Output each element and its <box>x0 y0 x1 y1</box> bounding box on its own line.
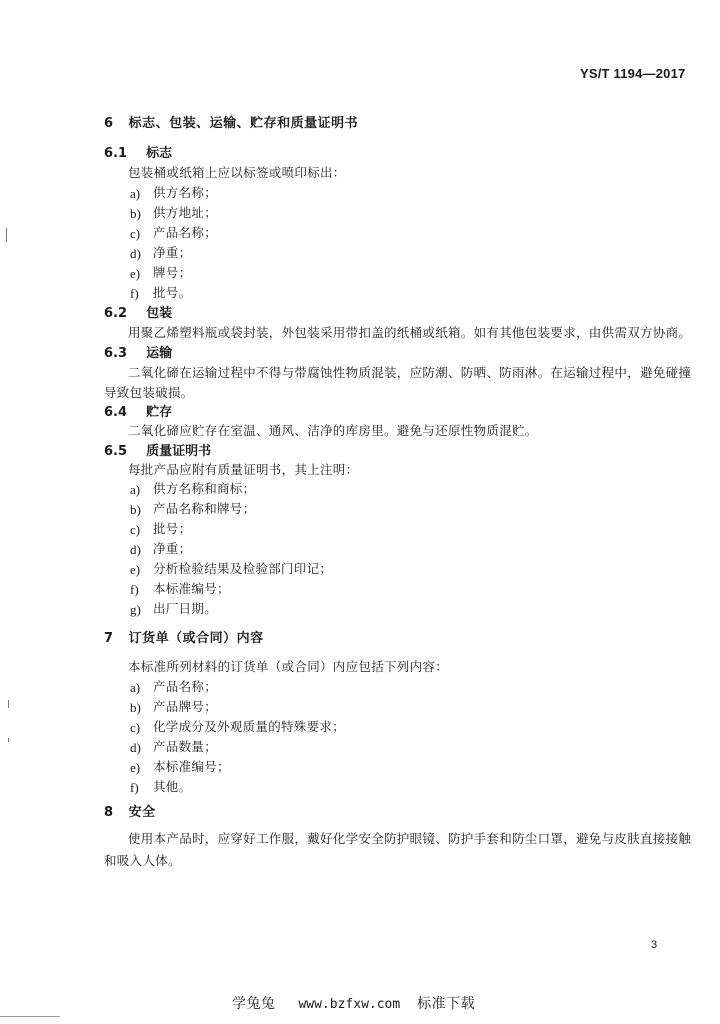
list-text: 净重； <box>153 245 192 260</box>
section-number: 6 <box>104 116 114 131</box>
list-marker: f) <box>130 780 139 795</box>
subsection-6-1-heading <box>104 142 172 161</box>
list-marker: b) <box>130 502 141 517</box>
footer-url: www.bzfxw.com <box>298 997 401 1012</box>
list-text: 产品名称； <box>153 225 218 240</box>
subsection-number: 6.1 <box>104 146 128 161</box>
list-item <box>130 677 218 696</box>
section-8-text-line-1: 使用本产品时，应穿好工作服，戴好化学安全防护眼镜、防护手套和防尘口罩，避免与皮肤直接接触 <box>128 831 692 846</box>
list-text: 批号。 <box>153 285 192 300</box>
list-marker: e) <box>130 266 141 281</box>
list-text: 其他。 <box>153 779 192 794</box>
list-item <box>130 559 333 578</box>
subsection-6-4-text: 二氧化碲应贮存在室温、通风、洁净的库房里。避免与还原性物质混贮。 <box>128 423 538 438</box>
scan-artifact <box>8 700 9 708</box>
list-text: 出厂日期。 <box>153 601 218 616</box>
list-marker: a) <box>130 186 141 201</box>
list-text: 产品名称和牌号； <box>153 501 256 516</box>
list-text: 批号； <box>153 521 192 536</box>
list-marker: e) <box>130 760 141 775</box>
subsection-title: 运输 <box>146 346 173 361</box>
list-item <box>130 777 192 796</box>
footer-tagline: 标准下载 <box>417 996 476 1012</box>
list-item <box>130 479 256 498</box>
list-item <box>130 499 256 518</box>
subsection-title: 标志 <box>146 146 173 161</box>
list-item <box>130 579 230 598</box>
list-marker: d) <box>130 246 141 261</box>
section-7-heading <box>104 627 264 646</box>
subsection-title: 包装 <box>146 306 173 321</box>
list-text: 供方地址； <box>153 205 218 220</box>
subsection-6-3-text-line-1: 二氧化碲在运输过程中不得与带腐蚀性物质混装，应防潮、防晒、防雨淋。在运输过程中，避免碰撞 <box>128 365 692 380</box>
footer-site-name: 学兔兔 <box>232 996 276 1012</box>
list-item <box>130 737 218 756</box>
list-text: 牌号； <box>153 265 192 280</box>
subsection-number: 6.2 <box>104 306 128 321</box>
list-text: 本标准编号； <box>153 759 230 774</box>
list-marker: c) <box>130 522 141 537</box>
list-marker: d) <box>130 740 141 755</box>
subsection-6-2-text: 用聚乙烯塑料瓶或袋封装，外包装采用带扣盖的纸桶或纸箱。如有其他包装要求，由供需双方协商。 <box>128 325 692 340</box>
list-item <box>130 223 218 242</box>
section-title: 安全 <box>128 805 156 820</box>
page-number: 3 <box>651 939 658 951</box>
subsection-6-5-heading <box>104 440 211 459</box>
list-marker: c) <box>130 226 141 241</box>
list-item <box>130 263 192 282</box>
list-item <box>130 539 192 558</box>
section-7-intro: 本标准所列材料的订货单（或合同）内应包括下列内容： <box>128 659 449 674</box>
subsection-6-2-heading <box>104 302 172 321</box>
list-text: 分析检验结果及检验部门印记； <box>153 561 333 576</box>
list-marker: e) <box>130 562 141 577</box>
section-8-heading <box>104 801 156 820</box>
subsection-title: 质量证明书 <box>146 444 212 459</box>
subsection-6-3-text-line-2: 导致包装破损。 <box>104 385 194 400</box>
list-item <box>130 203 218 222</box>
subsection-6-3-heading <box>104 342 172 361</box>
list-item <box>130 519 192 538</box>
section-title: 标志、包装、运输、贮存和质量证明书 <box>128 116 359 131</box>
list-text: 本标准编号； <box>153 581 230 596</box>
list-marker: a) <box>130 680 141 695</box>
section-6-heading <box>104 112 358 131</box>
list-text: 产品数量； <box>153 739 218 754</box>
list-marker: a) <box>130 482 141 497</box>
list-item <box>130 599 218 618</box>
subsection-title: 贮存 <box>146 405 173 420</box>
subsection-number: 6.5 <box>104 444 128 459</box>
section-title: 订货单（或合同）内容 <box>128 631 264 646</box>
list-item <box>130 757 230 776</box>
section-number: 7 <box>104 631 114 646</box>
scan-artifact <box>6 228 7 242</box>
subsection-6-5-intro: 每批产品应附有质量证明书，其上注明： <box>128 462 359 477</box>
list-item <box>130 697 218 716</box>
list-marker: b) <box>130 700 141 715</box>
subsection-number: 6.3 <box>104 346 128 361</box>
section-8-text-line-2: 和吸入人体。 <box>104 853 181 868</box>
list-marker: b) <box>130 206 141 221</box>
scan-artifact <box>8 738 9 742</box>
list-item <box>130 717 346 736</box>
list-text: 化学成分及外观质量的特殊要求； <box>153 719 346 734</box>
section-number: 8 <box>104 805 114 820</box>
list-marker: d) <box>130 542 141 557</box>
subsection-6-1-intro: 包装桶或纸箱上应以标签或喷印标出： <box>128 165 346 180</box>
subsection-6-4-heading <box>104 401 172 420</box>
list-marker: f) <box>130 582 139 597</box>
list-text: 净重； <box>153 541 192 556</box>
list-text: 产品名称； <box>153 679 218 694</box>
list-item <box>130 283 192 302</box>
list-text: 供方名称； <box>153 185 218 200</box>
list-item <box>130 183 218 202</box>
list-marker: f) <box>130 286 139 301</box>
subsection-number: 6.4 <box>104 405 128 420</box>
page-edge-line <box>0 1016 60 1017</box>
list-marker: g) <box>130 602 141 617</box>
list-marker: c) <box>130 720 141 735</box>
list-text: 产品牌号； <box>153 699 218 714</box>
list-text: 供方名称和商标； <box>153 481 256 496</box>
list-item <box>130 243 192 262</box>
document-code: YS/T 1194—2017 <box>580 66 686 81</box>
site-footer <box>232 993 475 1013</box>
